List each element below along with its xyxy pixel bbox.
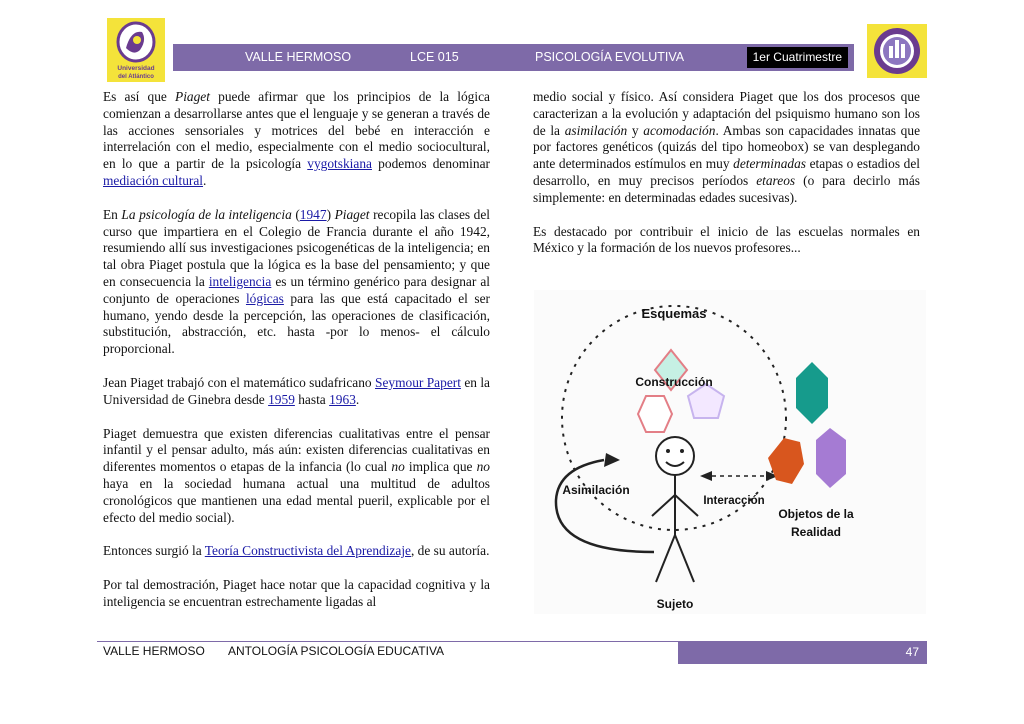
- assimilation-arrow: [556, 460, 654, 552]
- header-campus: VALLE HERMOSO: [245, 50, 352, 64]
- logo-text-line2: del Atlántico: [118, 74, 154, 80]
- right-column: [533, 89, 920, 274]
- label-esquemas: Esquemas: [641, 306, 707, 321]
- purple-crystal: [816, 428, 846, 488]
- link-1947[interactable]: 1947: [299, 206, 327, 222]
- left-column: [103, 89, 490, 628]
- paragraph-escuelas-normales: Es destacado por contribuir el inicio de las escuelas normales en México y la formación de los nuevos profesores...: [533, 223, 920, 256]
- header-bar: [173, 44, 854, 71]
- pentagon-shape: [688, 384, 724, 418]
- link-teoria-constructivista[interactable]: Teoría Constructivista del Aprendizaje: [204, 543, 411, 559]
- seal-logo: [867, 24, 927, 78]
- label-interaccion: Interacción: [703, 495, 765, 507]
- label-objetos-1: Objetos de la: [778, 507, 854, 521]
- link-logicas[interactable]: lógicas: [245, 290, 284, 306]
- subject-head: [656, 437, 694, 475]
- paragraph-psicologia-inteligencia: En La psicología de la inteligencia (1947) Piaget recopila las clases del curso que impartiera en el Colegio de Francia durante el año 1942, resumiendo allí sus investigaciones psicogenéticas de la inteligencia; en tal obra Piaget postula que la lógica es la base del pensamiento; y que en consecuencia la inteligencia es un término genérico para designar al conjunto de operaciones lógicas para las que está capacitado el ser humano, yendo desde la percepción, las operaciones de clasificación, substitución, abstracción, etc. hasta -por lo menos- el cálculo proporcional.: [103, 206, 491, 357]
- hexagon-shape: [638, 396, 672, 432]
- paragraph-diferencias: Piaget demuestra que existen diferencias cualitativas entre el pensar infantil y el pensar adulto, más aún: existen diferencias cualitativas en diferentes momentos o etapas de la infancia (lo cual no implica que no haya en la sociedad humana actual una multitud de adultos cronológicos que mantienen una edad mental pueril, explicable por el efecto del medio social).: [103, 425, 490, 525]
- header-term: 1er Cuatrimestre: [747, 47, 848, 68]
- paragraph-asimilacion: medio social y físico. Así considera Piaget que los dos procesos que caracterizan a la evolución y adaptación del psiquismo humano son los de la asimilación y acomodación. Ambas son capacidades innatas que por factores genéticos (quizás del tipo homeobox) se van desplegando ante determinados estímulos en muy determinadas etapas o estadios del desarrollo, en muy precisos períodos etareos (o para decirlo más simplemente: en determinadas edades sucesivas).: [533, 89, 921, 205]
- link-vygotskiana[interactable]: vygotskiana: [307, 156, 372, 172]
- university-logo: [107, 18, 165, 82]
- label-objetos-2: Realidad: [790, 525, 842, 539]
- constructivism-diagram: [534, 290, 926, 614]
- header-program: LCE 015: [410, 50, 459, 64]
- footer-campus: VALLE HERMOSO: [103, 644, 205, 658]
- teal-crystal: [796, 362, 828, 424]
- header-subject: PSICOLOGÍA EVOLUTIVA: [535, 50, 685, 64]
- paragraph-teoria: Entonces surgió la Teoría Constructivista del Aprendizaje, de su autoría.: [103, 543, 490, 559]
- label-construccion: Construcción: [635, 375, 713, 389]
- link-inteligencia[interactable]: inteligencia: [208, 273, 272, 289]
- link-seymour-papert[interactable]: Seymour Papert: [375, 374, 461, 390]
- page-number: 47: [905, 645, 919, 659]
- paragraph-papert: Jean Piaget trabajó con el matemático sudafricano Seymour Papert en la Universidad de Ginebra desde 1959 hasta 1963.: [103, 374, 490, 407]
- footer-title: ANTOLOGÍA PSICOLOGÍA EDUCATIVA: [228, 644, 445, 658]
- logo-text-line1: Universidad: [117, 65, 155, 72]
- label-sujeto: Sujeto: [656, 597, 694, 611]
- paragraph-piaget-logic: Es así que Piaget puede afirmar que los principios de la lógica comienzan a desarrollarse antes que el lenguaje y se generan a través de las acciones sensoriales y motrices del bebé en interacción e interrelación con el medio, especialmente con el medio sociocultural, en lo que a partir de la psicología vygotskiana podemos denominar mediación cultural.: [103, 89, 490, 188]
- link-mediacion-cultural[interactable]: mediación cultural: [103, 172, 204, 188]
- link-1963[interactable]: 1963: [329, 391, 356, 407]
- link-1959[interactable]: 1959: [268, 391, 295, 407]
- paragraph-demostracion: Por tal demostración, Piaget hace notar que la capacidad cognitiva y la inteligencia se encuentran estrechamente ligadas al: [103, 577, 490, 609]
- label-asimilacion: Asimilación: [562, 483, 630, 497]
- footer-bar: [678, 642, 927, 664]
